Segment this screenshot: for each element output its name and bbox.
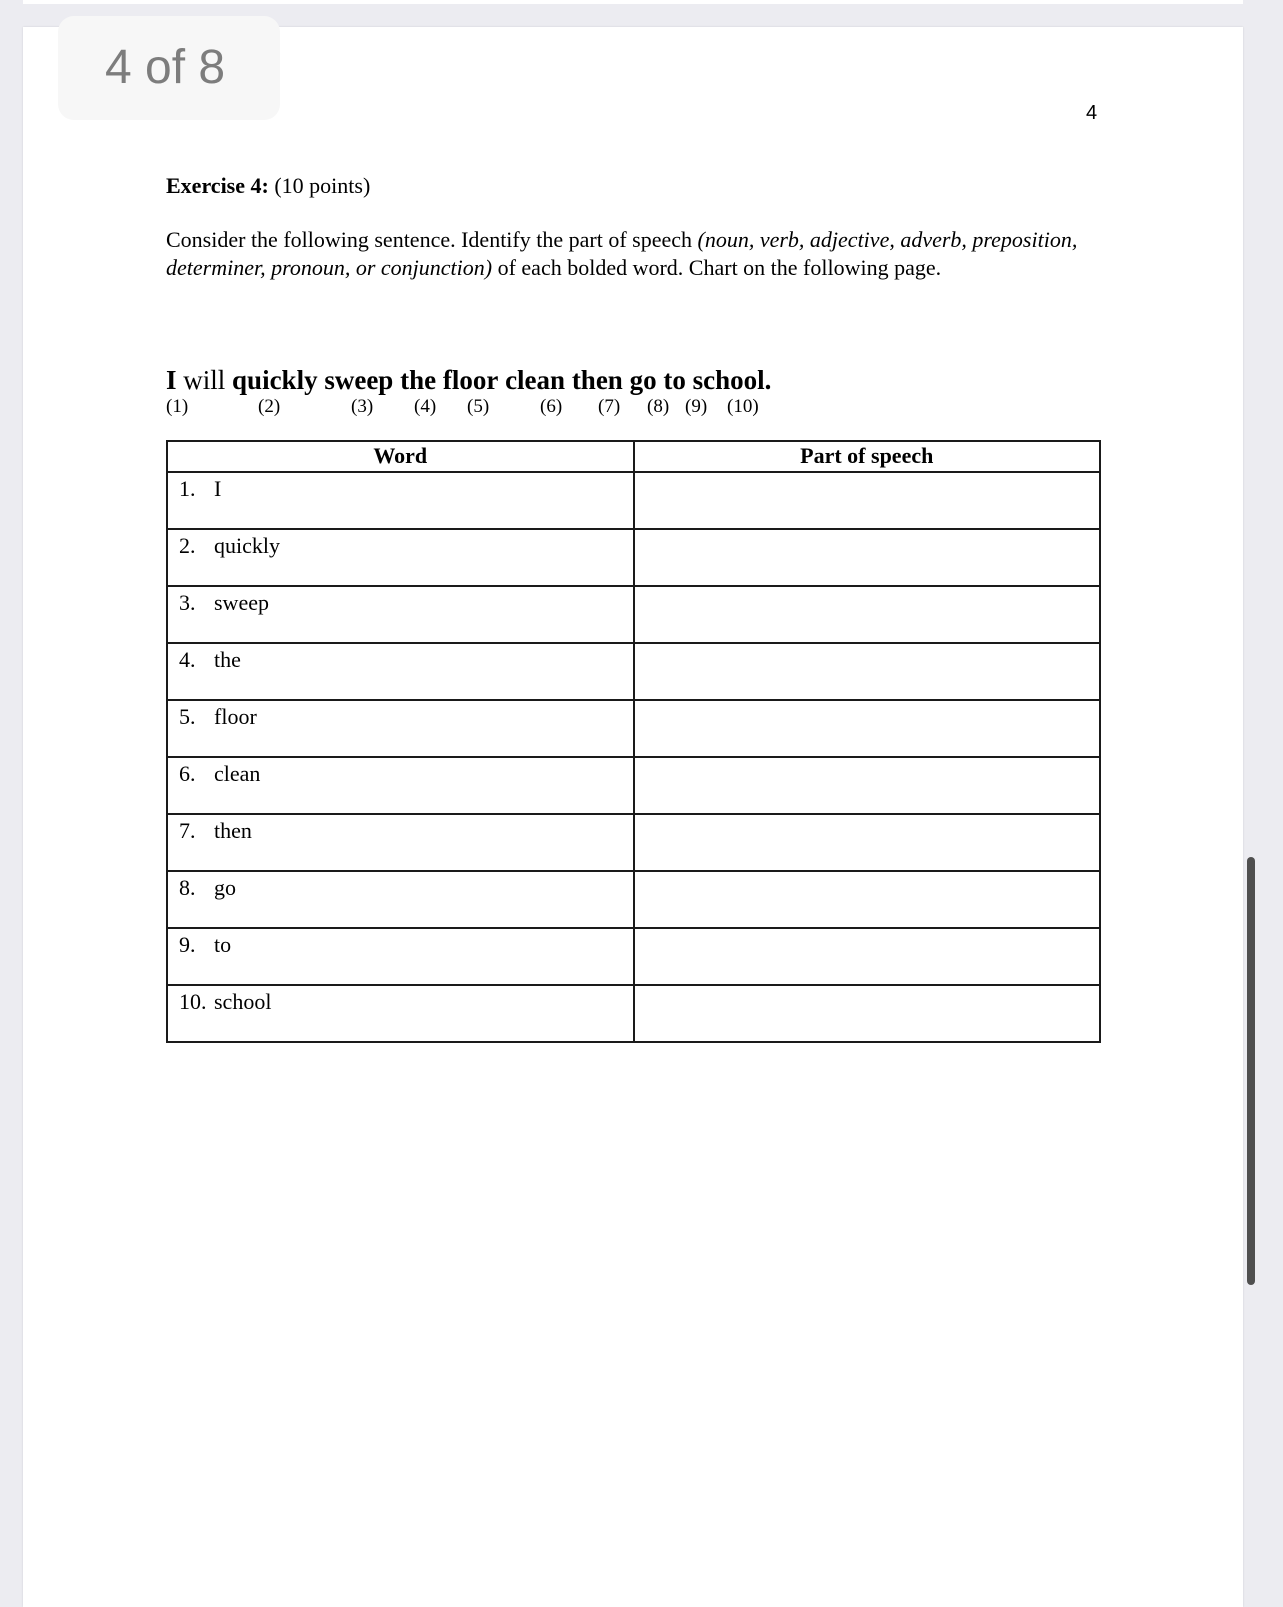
table-row [167,529,1100,586]
example-sentence [166,364,771,396]
row-word: school [214,989,272,1014]
table-row [167,928,1100,985]
instructions-lead: Consider the following sentence. Identify the part of speech [166,227,698,252]
table-row [167,814,1100,871]
table-row [167,700,1100,757]
previous-page-edge [23,0,1243,4]
part-of-speech-answer-cell[interactable] [634,928,1101,985]
table-row [167,472,1100,529]
word-cell [167,700,634,757]
table-row [167,871,1100,928]
row-number: 2. [179,533,196,558]
row-number: 7. [179,818,196,843]
part-of-speech-answer-cell[interactable] [634,700,1101,757]
row-word: I [214,476,222,501]
part-of-speech-answer-cell[interactable] [634,814,1101,871]
column-header-part-of-speech: Part of speech [634,441,1101,472]
part-of-speech-answer-cell[interactable] [634,985,1101,1042]
word-cell [167,871,634,928]
row-word: quickly [214,533,280,558]
row-number: 10. [179,989,207,1014]
part-of-speech-answer-cell[interactable] [634,643,1101,700]
word-cell [167,586,634,643]
table-row [167,985,1100,1042]
row-number: 8. [179,875,196,900]
sentence-word-6: clean [505,365,566,395]
row-number: 4. [179,647,196,672]
row-number: 5. [179,704,196,729]
sentence-word-2: quickly [232,365,318,395]
part-of-speech-answer-cell[interactable] [634,529,1101,586]
part-of-speech-answer-cell[interactable] [634,472,1101,529]
instructions-tail: of each bolded word. Chart on the following page. [492,255,942,280]
row-word: to [214,932,232,957]
word-cell [167,985,634,1042]
word-number-markers [0,396,1283,420]
sentence-word-8: go [629,365,657,395]
word-marker-5: (5) [467,396,490,417]
part-of-speech-answer-cell[interactable] [634,586,1101,643]
chart-header-row [167,441,1100,472]
word-marker-3: (3) [351,396,374,417]
word-cell [167,757,634,814]
exercise-points: (10 points) [274,173,371,198]
row-word: the [214,647,241,672]
exercise-heading [166,172,370,200]
row-number: 1. [179,476,196,501]
row-word: then [214,818,252,843]
word-marker-10: (10) [727,396,759,417]
part-of-speech-answer-cell[interactable] [634,757,1101,814]
row-word: floor [214,704,257,729]
row-word: clean [214,761,261,786]
column-header-word: Word [167,441,634,472]
exercise-title: Exercise 4: [166,173,269,198]
sentence-word-1: I [166,365,177,395]
table-row [167,643,1100,700]
sentence-word-10: school. [692,365,772,395]
table-row [167,757,1100,814]
word-marker-6: (6) [540,396,563,417]
word-cell [167,814,634,871]
word-cell [167,643,634,700]
sentence-word-7: then [571,365,623,395]
word-marker-2: (2) [258,396,281,417]
word-marker-4: (4) [414,396,437,417]
row-word: go [214,875,236,900]
word-cell [167,529,634,586]
table-row [167,586,1100,643]
row-number: 6. [179,761,196,786]
page-number: 4 [1086,102,1098,124]
row-word: sweep [214,590,269,615]
page-indicator-text: 4 of 8 [105,41,226,94]
vertical-scrollbar-thumb[interactable] [1247,857,1255,1285]
sentence-word-will: will [183,365,226,395]
word-marker-9: (9) [685,396,708,417]
sentence-word-3: sweep [324,365,394,395]
parts-of-speech-chart [166,440,1101,1043]
sentence-word-9: to [663,365,686,395]
word-marker-8: (8) [647,396,670,417]
word-cell [167,928,634,985]
part-of-speech-answer-cell[interactable] [634,871,1101,928]
row-number: 3. [179,590,196,615]
row-number: 9. [179,932,196,957]
word-marker-7: (7) [598,396,621,417]
sentence-word-5: floor [442,365,499,395]
page-indicator [58,16,280,120]
sentence-word-4: the [400,365,437,395]
instructions-options: (noun, verb, adjective, adverb, preposition, determiner, pronoun, or conjunction) [166,227,1078,280]
word-marker-1: (1) [166,396,189,417]
word-cell [167,472,634,529]
instructions-paragraph [166,226,1101,282]
